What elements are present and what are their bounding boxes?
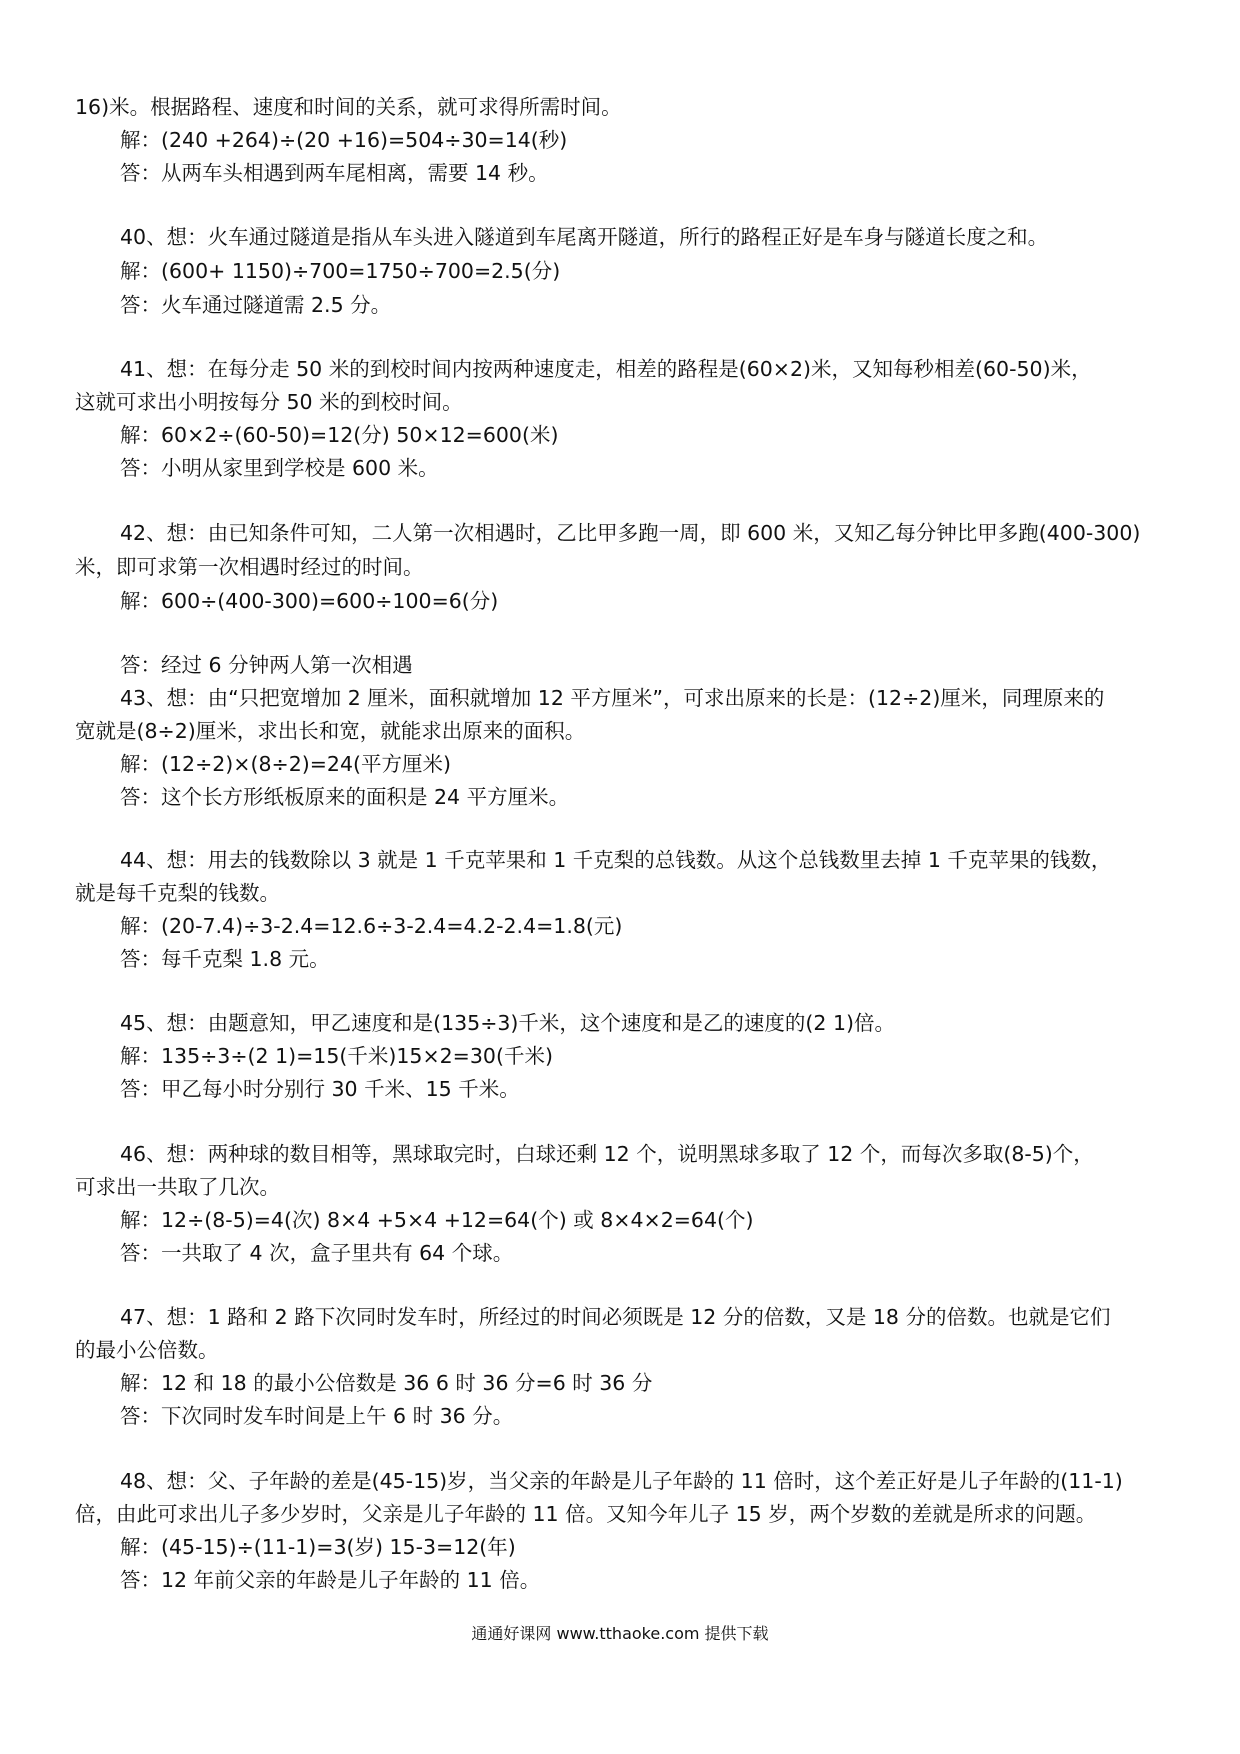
question-explanation-line: 44、想：用去的钱数除以 3 就是 1 千克苹果和 1 千克梨的总钱数。从这个总钱数里去掉 1 千克苹果的钱数， [120,848,1112,872]
explanation-continuation-line: 这就可求出小明按每分 50 米的到校时间。 [75,390,463,414]
answer-line: 答：一共取了 4 次，盒子里共有 64 个球。 [120,1241,514,1265]
answer-line: 答：12 年前父亲的年龄是儿子年龄的 11 倍。 [120,1568,541,1592]
question-explanation-line: 41、想：在每分走 50 米的到校时间内按两种速度走，相差的路程是(60×2)米，又知每秒相差(60-50)米， [120,357,1092,381]
explanation-continuation-line: 16)米。根据路程、速度和时间的关系，就可求得所需时间。 [75,95,622,119]
question-explanation-line: 47、想：1 路和 2 路下次同时发车时，所经过的时间必须既是 12 分的倍数，又是 18 分的倍数。也就是它们 [120,1305,1111,1329]
solution-line: 解：12÷(8-5)=4(次) 8×4 +5×4 +12=64(个) 或 8×4×2=64(个) [120,1208,754,1232]
solution-line: 解：12 和 18 的最小公倍数是 36 6 时 36 分=6 时 36 分 [120,1371,653,1395]
question-explanation-line: 46、想：两种球的数目相等，黑球取完时，白球还剩 12 个，说明黑球多取了 12 个，而每次多取(8-5)个， [120,1142,1094,1166]
question-explanation-line: 40、想：火车通过隧道是指从车头进入隧道到车尾离开隧道，所行的路程正好是车身与隧道长度之和。 [120,225,1049,249]
answer-line: 答：下次同时发车时间是上午 6 时 36 分。 [120,1404,514,1428]
solution-line: 解：600÷(400-300)=600÷100=6(分) [120,589,499,613]
question-explanation-line: 43、想：由“只把宽增加 2 厘米，面积就增加 12 平方厘米”，可求出原来的长是：(12÷2)厘米，同理原来的 [120,686,1105,710]
answer-line: 答：经过 6 分钟两人第一次相遇 [120,653,413,677]
answer-line: 答：每千克梨 1.8 元。 [120,947,330,971]
question-explanation-line: 45、想：由题意知，甲乙速度和是(135÷3)千米，这个速度和是乙的速度的(2 1)倍。 [120,1011,896,1035]
explanation-continuation-line: 可求出一共取了几次。 [75,1175,280,1199]
solution-line: 解：135÷3÷(2 1)=15(千米)15×2=30(千米) [120,1044,553,1068]
answer-line: 答：甲乙每小时分别行 30 千米、15 千米。 [120,1077,520,1101]
question-explanation-line: 42、想：由已知条件可知，二人第一次相遇时，乙比甲多跑一周，即 600 米，又知乙每分钟比甲多跑(400-300) [120,521,1141,545]
explanation-continuation-line: 就是每千克梨的钱数。 [75,881,280,905]
solution-line: 解：60×2÷(60-50)=12(分) 50×12=600(米) [120,423,559,447]
answer-line: 答：火车通过隧道需 2.5 分。 [120,293,392,317]
answer-line: 答：这个长方形纸板原来的面积是 24 平方厘米。 [120,785,570,809]
solution-line: 解：(600+ 1150)÷700=1750÷700=2.5(分) [120,259,561,283]
page-footer: 通通好课网 www.tthaoke.com 提供下载 [471,1624,769,1643]
explanation-continuation-line: 倍，由此可求出儿子多少岁时，父亲是儿子年龄的 11 倍。又知今年儿子 15 岁，两个岁数的差就是所求的问题。 [75,1502,1097,1526]
explanation-continuation-line: 米，即可求第一次相遇时经过的时间。 [75,555,424,579]
explanation-continuation-line: 宽就是(8÷2)厘米，求出长和宽，就能求出原来的面积。 [75,719,586,743]
answer-line: 答：小明从家里到学校是 600 米。 [120,456,439,480]
question-explanation-line: 48、想：父、子年龄的差是(45-15)岁，当父亲的年龄是儿子年龄的 11 倍时，这个差正好是儿子年龄的(11-1) [120,1469,1123,1493]
solution-line: 解：(240 +264)÷(20 +16)=504÷30=14(秒) [120,128,568,152]
solution-line: 解：(20-7.4)÷3-2.4=12.6÷3-2.4=4.2-2.4=1.8(元) [120,914,623,938]
solution-line: 解：(45-15)÷(11-1)=3(岁) 15-3=12(年) [120,1535,516,1559]
explanation-continuation-line: 的最小公倍数。 [75,1338,219,1362]
solution-line: 解：(12÷2)×(8÷2)=24(平方厘米) [120,752,451,776]
answer-line: 答：从两车头相遇到两车尾相离，需要 14 秒。 [120,161,549,185]
